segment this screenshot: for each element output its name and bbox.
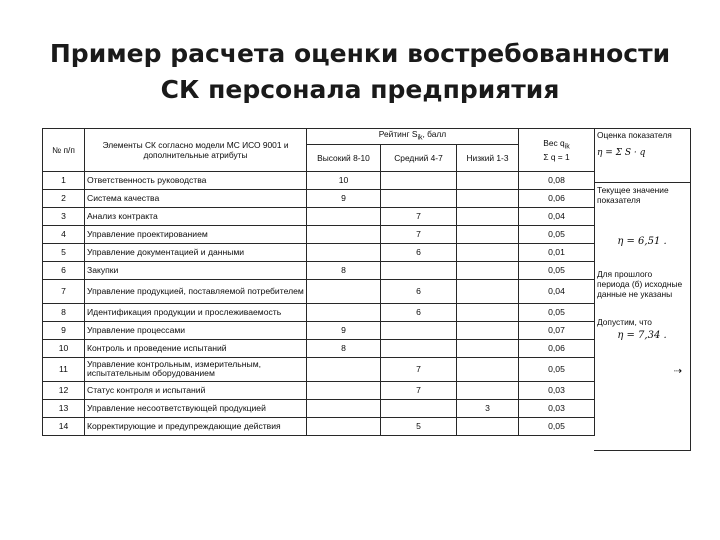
header-weight: Вес $q_{ik}$ Σ q = 1 xyxy=(519,129,595,172)
row-element: Контроль и проведение испытаний xyxy=(85,339,307,357)
table-row xyxy=(43,243,595,261)
table-row xyxy=(43,303,595,321)
row-medium: 6 xyxy=(381,279,457,303)
row-num: 4 xyxy=(43,225,85,243)
row-num: 3 xyxy=(43,207,85,225)
row-high xyxy=(307,225,381,243)
row-num: 14 xyxy=(43,417,85,435)
table-row xyxy=(43,171,595,189)
row-medium xyxy=(381,339,457,357)
table-row xyxy=(43,207,595,225)
row-weight: 0,05 xyxy=(519,357,595,381)
row-weight: 0,05 xyxy=(519,261,595,279)
row-high xyxy=(307,417,381,435)
row-low xyxy=(457,303,519,321)
row-medium: 7 xyxy=(381,357,457,381)
row-high: 8 xyxy=(307,339,381,357)
row-element: Управление документацией и данными xyxy=(85,243,307,261)
table-row xyxy=(43,321,595,339)
table-row xyxy=(43,279,595,303)
header-row xyxy=(43,129,595,145)
side-current-formula: η = 6,51 . xyxy=(617,236,667,247)
row-high xyxy=(307,207,381,225)
table-row xyxy=(43,339,595,357)
row-weight: 0,05 xyxy=(519,303,595,321)
row-medium xyxy=(381,171,457,189)
row-element: Система качества xyxy=(85,189,307,207)
row-num: 11 xyxy=(43,357,85,381)
header-rating: Рейтинг $S_{ik}$, балл xyxy=(307,129,519,145)
row-weight: 0,04 xyxy=(519,279,595,303)
row-high xyxy=(307,381,381,399)
header-high: Высокий 8-10 xyxy=(307,144,381,171)
row-weight: 0,04 xyxy=(519,207,595,225)
row-medium xyxy=(381,321,457,339)
row-num: 8 xyxy=(43,303,85,321)
row-weight: 0,03 xyxy=(519,381,595,399)
row-high: 9 xyxy=(307,321,381,339)
row-weight: 0,06 xyxy=(519,339,595,357)
row-low xyxy=(457,189,519,207)
row-element: Управление несоответствующей продукцией xyxy=(85,399,307,417)
row-low xyxy=(457,357,519,381)
side-prev-label: Для прошлого периода (б) исходные данные не указаны xyxy=(597,269,683,299)
row-num: 9 xyxy=(43,321,85,339)
row-high: 10 xyxy=(307,171,381,189)
row-weight: 0,05 xyxy=(519,417,595,435)
row-low xyxy=(457,171,519,189)
row-high xyxy=(307,303,381,321)
row-medium: 7 xyxy=(381,225,457,243)
slide-title xyxy=(20,36,700,108)
row-medium: 7 xyxy=(381,381,457,399)
table-row xyxy=(43,261,595,279)
row-element: Управление процессами xyxy=(85,321,307,339)
header-element: Элементы СК согласно модели МС ИСО 9001 и дополнительные атрибуты xyxy=(85,129,307,172)
row-medium xyxy=(381,189,457,207)
row-weight: 0,08 xyxy=(519,171,595,189)
row-num: 12 xyxy=(43,381,85,399)
table-row xyxy=(43,417,595,435)
row-num: 13 xyxy=(43,399,85,417)
header-medium: Средний 4-7 xyxy=(381,144,457,171)
row-weight: 0,07 xyxy=(519,321,595,339)
row-low xyxy=(457,207,519,225)
side-header-label: Оценка показателя xyxy=(597,130,672,140)
row-num: 10 xyxy=(43,339,85,357)
row-element: Управление продукцией, поставляемой потребителем xyxy=(85,279,307,303)
row-weight: 0,01 xyxy=(519,243,595,261)
row-high xyxy=(307,279,381,303)
row-medium: 6 xyxy=(381,243,457,261)
row-high xyxy=(307,399,381,417)
row-medium xyxy=(381,399,457,417)
side-header-formula: η = Σ S · q xyxy=(597,148,646,158)
row-high xyxy=(307,357,381,381)
row-high: 8 xyxy=(307,261,381,279)
row-element: Анализ контракта xyxy=(85,207,307,225)
side-arrow-mark: ⇢ xyxy=(673,366,682,377)
side-column xyxy=(594,128,691,451)
row-low xyxy=(457,225,519,243)
side-header xyxy=(594,129,690,183)
row-low xyxy=(457,321,519,339)
scanned-table-image xyxy=(42,128,692,450)
table-row xyxy=(43,381,595,399)
row-element: Статус контроля и испытаний xyxy=(85,381,307,399)
row-num: 1 xyxy=(43,171,85,189)
row-low xyxy=(457,261,519,279)
row-medium xyxy=(381,261,457,279)
row-low xyxy=(457,417,519,435)
table-row xyxy=(43,357,595,381)
table-row xyxy=(43,189,595,207)
row-weight: 0,06 xyxy=(519,189,595,207)
row-weight: 0,03 xyxy=(519,399,595,417)
row-high: 9 xyxy=(307,189,381,207)
row-num: 2 xyxy=(43,189,85,207)
row-element: Закупки xyxy=(85,261,307,279)
row-medium: 5 xyxy=(381,417,457,435)
row-weight: 0,05 xyxy=(519,225,595,243)
header-num: № п/п xyxy=(43,129,85,172)
row-element: Ответственность руководства xyxy=(85,171,307,189)
title-line-1: Пример расчета оценки востребованности xyxy=(49,39,671,68)
rating-table xyxy=(42,128,595,436)
title-line-2: СК персонала предприятия xyxy=(160,75,560,104)
row-low xyxy=(457,279,519,303)
side-current-label: Текущее значение показателя xyxy=(597,185,669,205)
row-high xyxy=(307,243,381,261)
row-low xyxy=(457,243,519,261)
side-allowed-formula: η = 7,34 . xyxy=(617,330,667,341)
row-num: 7 xyxy=(43,279,85,303)
row-num: 6 xyxy=(43,261,85,279)
table-row xyxy=(43,225,595,243)
row-low xyxy=(457,381,519,399)
table-body xyxy=(43,171,595,435)
row-element: Управление контрольным, измерительным, испытательным оборудованием xyxy=(85,357,307,381)
row-medium: 6 xyxy=(381,303,457,321)
table-row xyxy=(43,399,595,417)
row-low xyxy=(457,339,519,357)
side-allowed-label: Допустим, что xyxy=(597,317,652,327)
header-low: Низкий 1-3 xyxy=(457,144,519,171)
row-element: Управление проектированием xyxy=(85,225,307,243)
row-element: Корректирующие и предупреждающие действия xyxy=(85,417,307,435)
row-medium: 7 xyxy=(381,207,457,225)
row-element: Идентификация продукции и прослеживаемость xyxy=(85,303,307,321)
row-low: 3 xyxy=(457,399,519,417)
row-num: 5 xyxy=(43,243,85,261)
